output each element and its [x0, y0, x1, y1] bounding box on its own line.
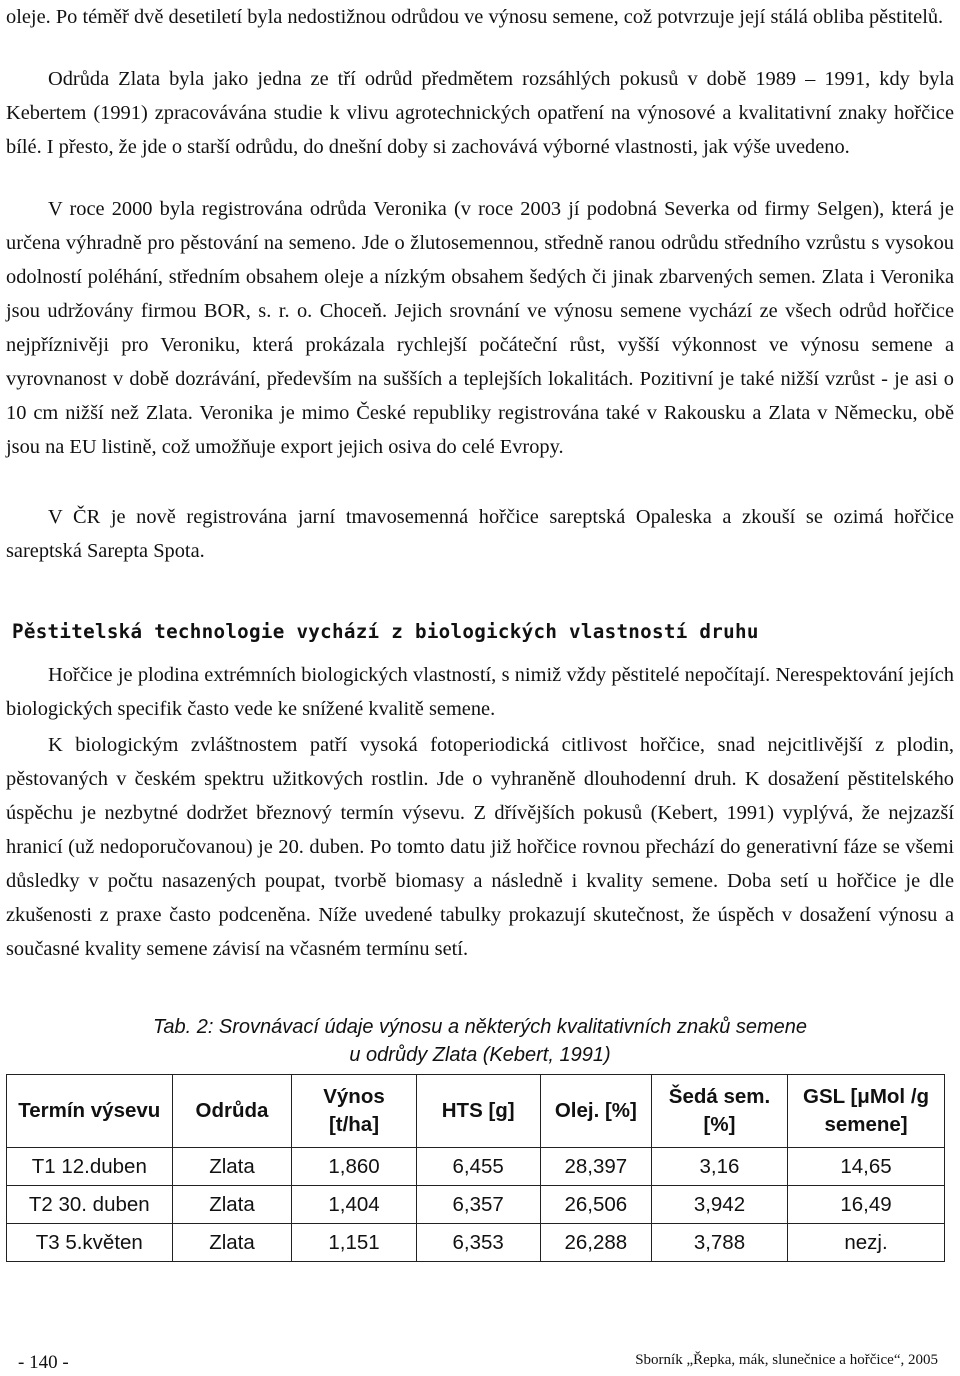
table-caption-line1: Tab. 2: Srovnávací údaje výnosu a některých kvalitativních znaků semene — [152, 1016, 808, 1038]
cell-variety: Zlata — [172, 1186, 292, 1224]
cell-variety: Zlata — [172, 1148, 292, 1186]
header-grey-seed: Šedá sem.[%] — [651, 1075, 787, 1148]
cell-hts: 6,357 — [416, 1186, 540, 1224]
yield-table — [6, 1074, 945, 1262]
cell-hts: 6,455 — [416, 1148, 540, 1186]
paragraph-zlata-trials: Odrůda Zlata byla jako jedna ze tří odrůd předmětem rozsáhlých pokusů v době 1989 – 1991, kdy byla Kebertem (1991) zpracovávána studie k vlivu agrotechnických opatření na výnosové a kvalitativní znaky hořčice bílé. I přesto, že jde o starší odrůdu, do dnešní doby si zachovává výborné vlastnosti, jak výše uvedeno. — [6, 68, 954, 158]
table-row — [7, 1224, 945, 1262]
cell-gsl: 16,49 — [788, 1186, 945, 1224]
table-row — [7, 1186, 945, 1224]
cell-grey-seed: 3,942 — [651, 1186, 787, 1224]
cell-gsl: 14,65 — [788, 1148, 945, 1186]
cell-sowing-date: T1 12.duben — [7, 1148, 173, 1186]
cell-yield: 1,404 — [292, 1186, 416, 1224]
paragraph-continuation: oleje. Po téměř dvě desetiletí byla nedostižnou odrůdou ve výnosu semene, což potvrzuje její stálá obliba pěstitelů. — [6, 6, 944, 28]
cell-oil: 26,288 — [540, 1224, 651, 1262]
cell-sowing-date: T2 30. duben — [7, 1186, 173, 1224]
cell-yield: 1,151 — [292, 1224, 416, 1262]
cell-sowing-date: T3 5.květen — [7, 1224, 173, 1262]
paragraph-new-registrations: V ČR je nově registrována jarní tmavosemenná hořčice sareptská Opaleska a zkouší se ozimá hořčice sareptská Sarepta Spota. — [6, 506, 954, 562]
header-gsl: GSL [μMol /g semene] — [788, 1075, 945, 1148]
page-number: - 140 - — [18, 1352, 69, 1373]
header-yield: Výnos [t/ha] — [292, 1075, 416, 1148]
header-oil: Olej. [%] — [540, 1075, 651, 1148]
header-hts: HTS [g] — [416, 1075, 540, 1148]
paragraph-photoperiod: K biologickým zvláštnostem patří vysoká fotoperiodická citlivost hořčice, snad nejcitlivější z plodin, pěstovaných v českém spektru užitkových rostlin. Jde o vyhraněně dlouhodenní druh. K dosažení pěstitelského úspěchu je nezbytné dodržet březnový termín výsevu. Z dřívějších pokusů (Kebert, 1991) vyplývá, že nejzazší hranicí (už nedoporučovanou) je 20. duben. Po tomto datu již hořčice rovnou přechází do generativní fáze se všemi důsledky v počtu nasazených poupat, tvorbě biomasy a následně i kvality semene. Doba setí u hořčice je dle zkušenosti z praxe často podceněna. Níže uvedené tabulky prokazují skutečnost, že úspěch v dosažení výnosu a současné kvality semene závisí na včasném termínu setí. — [6, 734, 954, 960]
cell-variety: Zlata — [172, 1224, 292, 1262]
paragraph-biology: Hořčice je plodina extrémních biologických vlastností, s nimiž vždy pěstitelé nepočítají. Nerespektování jejích biologických specifik často vede ke snížené kvalitě semene. — [6, 664, 954, 720]
cell-grey-seed: 3,788 — [651, 1224, 787, 1262]
section-heading: Pěstitelská technologie vychází z biologických vlastností druhu — [12, 620, 759, 643]
table-caption-line2: u odrůdy Zlata (Kebert, 1991) — [349, 1044, 611, 1066]
cell-oil: 26,506 — [540, 1186, 651, 1224]
journal-footer: Sborník „Řepka, mák, slunečnice a hořčice“, 2005 — [635, 1352, 938, 1368]
paragraph-veronika: V roce 2000 byla registrována odrůda Veronika (v roce 2003 jí podobná Severka od firmy Selgen), která je určena výhradně pro pěstování na semeno. Jde o žlutosemennou, středně ranou odrůdu středního vzrůstu s vysokou odolností poléhání, středním obsahem oleje a nízkým obsahem šedých či jinak zbarvených semen. Zlata i Veronika jsou udržovány firmou BOR, s. r. o. Choceň. Jejich srovnání ve výnosu semene vychází ze všech odrůd hořčice nejpříznivěji pro Veroniku, která prokázala rychlejší počáteční růst, vyšší výkonnost ve výnosu semene a vyrovnanost v době dozrávání, především na sušších a teplejších lokalitách. Pozitivní je také nižší vzrůst - je asi o 10 cm nižší než Zlata. Veronika je mimo České republiky registrována také v Rakousku a Zlata v Německu, obě jsou na EU listině, což umožňuje export jejich osiva do celé Evropy. — [6, 198, 954, 458]
table-header-row — [7, 1075, 945, 1148]
table-row — [7, 1148, 945, 1186]
header-sowing-date: Termín výsevu — [7, 1075, 173, 1148]
cell-gsl: nezj. — [788, 1224, 945, 1262]
cell-grey-seed: 3,16 — [651, 1148, 787, 1186]
cell-hts: 6,353 — [416, 1224, 540, 1262]
cell-yield: 1,860 — [292, 1148, 416, 1186]
header-variety: Odrůda — [172, 1075, 292, 1148]
cell-oil: 28,397 — [540, 1148, 651, 1186]
